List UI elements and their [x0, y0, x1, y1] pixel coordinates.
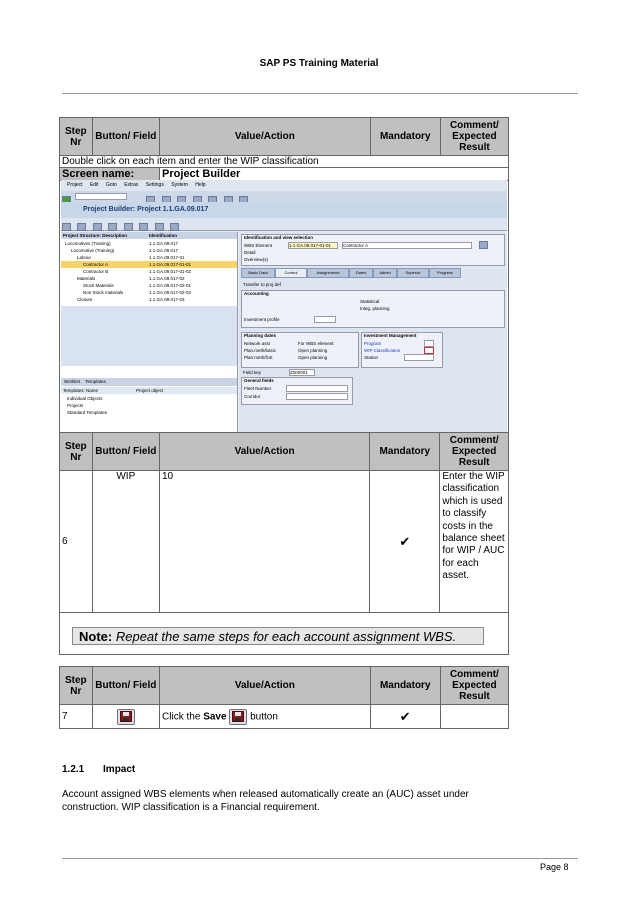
wbs-label: WBS Element	[244, 243, 273, 248]
wbs-element-input[interactable]: 1.1.GA.09.017-01-01	[288, 242, 338, 249]
tab-templates[interactable]: Templates	[85, 379, 106, 384]
row7-field	[92, 705, 159, 729]
fleet-number-label: Fleet Number	[244, 386, 272, 391]
tree-row-id: 1.1.GA.09.017-02	[149, 276, 185, 281]
tree-row-desc: Stock Materials	[83, 283, 114, 288]
templates-header-object: Project object	[136, 388, 164, 393]
col-value: Value/Action	[160, 118, 371, 156]
tab-admin[interactable]: Admin	[373, 268, 397, 278]
col-comment: Comment/ Expected Result	[440, 667, 508, 705]
col-step: Step Nr	[60, 433, 93, 471]
template-item[interactable]: Projects	[67, 403, 84, 408]
steps-table-3	[59, 666, 509, 729]
accounting-frame	[241, 290, 505, 328]
col-mandatory: Mandatory	[370, 667, 440, 705]
worklist-tabs	[61, 378, 237, 386]
toolbar-icon-1[interactable]	[62, 223, 71, 231]
tree-row-id: 1.1.GA.09.017-01	[149, 255, 185, 260]
statistical-checkbox[interactable]: Statistical	[360, 299, 380, 304]
tree-row-desc: Labour	[77, 255, 92, 260]
structure-tree-panel	[61, 232, 238, 432]
section-body: Account assigned WBS elements when released automatically create an (AUC) asset under construction. WIP classification is a Financial requirement.	[62, 789, 469, 813]
row6-comment: Enter the WIP classification which is used to classify costs in the balance sheet for WIP / AUC for each asset.	[440, 471, 509, 613]
sap-menu-bar	[61, 180, 507, 191]
tab-superior[interactable]: Superior	[397, 268, 429, 278]
transfer-checkbox-label[interactable]: Transfer to proj def	[243, 282, 281, 287]
section-heading	[62, 764, 135, 775]
tab-assignments[interactable]: Assignments	[307, 268, 349, 278]
table-row	[60, 471, 509, 613]
row7-action	[160, 705, 371, 729]
tab-progress[interactable]: Progress	[429, 268, 461, 278]
save-icon	[117, 709, 135, 725]
header-rule	[62, 93, 578, 94]
tree-row-id: 1.1.GA.09.017-02-01	[149, 283, 192, 288]
tree-row[interactable]	[61, 268, 237, 275]
tree-row-desc: Locomotive (Training)	[71, 248, 115, 253]
screen-name-label: Screen name:	[60, 168, 160, 181]
integ-planning-checkbox[interactable]: Integ. planning	[360, 306, 390, 311]
section-number: 1.2.1	[62, 764, 85, 775]
table-row	[60, 705, 509, 729]
save-icon	[229, 709, 247, 725]
tab-control[interactable]: Control	[275, 268, 307, 278]
plan-fcst-label: Plan.meth/fcst	[244, 355, 273, 360]
tree-row-desc: Closure	[77, 297, 93, 302]
row7-action-prefix: Click the	[162, 711, 201, 723]
steps-table-2	[59, 432, 509, 655]
tree-row-desc: Contractor B	[83, 269, 109, 274]
tree-row-desc: Materials	[77, 276, 96, 281]
command-field[interactable]	[75, 193, 127, 200]
wbs-description: Contractor A	[342, 242, 472, 249]
plan-fcst-value[interactable]: Open planning	[298, 355, 328, 360]
tree-row[interactable]	[61, 254, 237, 261]
section-title: Impact	[103, 764, 136, 775]
menu-edit[interactable]: Edit	[89, 182, 99, 188]
col-comment: Comment/ Expected Result	[440, 118, 508, 156]
col-mandatory: Mandatory	[370, 118, 440, 156]
wip-classification-label: WIP Classification	[364, 348, 401, 353]
menu-extras[interactable]: Extras	[124, 182, 139, 188]
plan-basic-value[interactable]: Open planning	[298, 348, 328, 353]
station-label: Station	[364, 355, 379, 360]
menu-settings[interactable]: Settings	[145, 182, 164, 188]
tree-header-desc: Project Structure: Description	[63, 233, 128, 238]
corridor-input[interactable]	[286, 393, 348, 400]
identification-frame-title: Identification and view selection	[244, 235, 314, 240]
row7-action-bold: Save	[203, 711, 227, 723]
identification-frame	[241, 234, 505, 266]
invest-profile-input[interactable]	[314, 316, 336, 323]
tree-row-id: 1.1.GA.09.017	[149, 241, 179, 246]
fleet-number-input[interactable]	[286, 385, 348, 392]
col-button: Button/ Field	[92, 118, 159, 156]
tree-row-id: 1.1.GA.09.017-03	[149, 297, 185, 302]
row7-action-suffix: button	[250, 711, 278, 723]
toolbar-icon-6[interactable]	[139, 223, 148, 231]
templates-header	[61, 387, 237, 394]
tab-worklist[interactable]: Worklist	[64, 379, 80, 384]
toolbar-icon-3[interactable]	[93, 223, 102, 231]
tree-row-id: 1.1.GA.09.017-01-02	[149, 269, 192, 274]
tree-row-desc: Locomotives (Training)	[65, 241, 111, 246]
row6-value: 10	[159, 471, 369, 613]
edit-icon[interactable]	[479, 241, 488, 249]
plan-basic-label: Plan.meth/basic	[244, 348, 277, 353]
detail-tabs	[241, 268, 503, 278]
screen-name-value: Project Builder	[160, 168, 509, 181]
col-value: Value/Action	[159, 433, 369, 471]
tree-row-id: 1.1.GA.09.017-02-02	[149, 290, 192, 295]
toolbar-icon-8[interactable]	[170, 223, 179, 231]
general-fields-title: General fields	[244, 378, 274, 383]
row6-field: WIP	[92, 471, 159, 613]
tree-row[interactable]	[61, 275, 237, 282]
col-button: Button/ Field	[92, 667, 159, 705]
sap-title-bar	[61, 202, 507, 218]
network-asst-value[interactable]: For WBS element	[298, 341, 334, 346]
note-label: Note:	[79, 629, 113, 644]
field-key-label: Field key	[243, 370, 262, 375]
investment-mgmt-frame	[361, 332, 443, 368]
overview-label: Overview(s)	[244, 257, 269, 262]
field-key-input[interactable]: Z000001	[289, 369, 315, 376]
station-input[interactable]	[404, 354, 434, 361]
tree-header	[61, 232, 237, 239]
tree-row[interactable]	[61, 247, 237, 254]
invest-profile-label: Investment profile	[244, 317, 280, 322]
col-step: Step Nr	[60, 118, 93, 156]
note-text: Repeat the same steps for each account assignment WBS.	[115, 629, 457, 644]
planning-dates-frame	[241, 332, 359, 368]
tree-empty-area	[61, 306, 237, 366]
document-header-title: SAP PS Training Material	[259, 58, 379, 69]
toolbar-icon-2[interactable]	[77, 223, 86, 231]
tree-row[interactable]	[61, 240, 237, 247]
toolbar-icon-5[interactable]	[124, 223, 133, 231]
tab-dates[interactable]: Dates	[349, 268, 373, 278]
col-mandatory: Mandatory	[370, 433, 440, 471]
instruction-text: Double click on each item and enter the WIP classification	[60, 156, 509, 168]
sap-screen-title: Project Builder: Project 1.1.GA.09.017	[83, 206, 209, 213]
page-number: Page 8	[540, 862, 569, 872]
row7-mandatory-check: ✔	[370, 705, 440, 729]
menu-help[interactable]: Help	[195, 182, 206, 188]
col-value: Value/Action	[160, 667, 371, 705]
tree-row[interactable]	[61, 296, 237, 303]
footer-rule	[62, 858, 578, 859]
tree-row[interactable]	[61, 282, 237, 289]
planning-dates-title: Planning dates	[244, 333, 277, 338]
tab-basic-data[interactable]: Basic Data	[241, 268, 275, 278]
tree-row[interactable]	[61, 289, 237, 296]
program-label: Program	[364, 341, 382, 346]
templates-header-name: Templates: Name	[63, 388, 99, 393]
template-item[interactable]: Individual Objects	[67, 396, 103, 401]
row7-comment	[440, 705, 508, 729]
tree-row-id: 1.1.GA.09.017	[149, 248, 179, 253]
menu-system[interactable]: System	[171, 182, 188, 188]
general-fields-frame	[241, 377, 353, 405]
accounting-title: Accounting	[244, 291, 269, 296]
tree-header-id: Identification	[149, 233, 177, 238]
sap-application-toolbar	[61, 218, 507, 231]
tree-row-id: 1.1.GA.09.017-01-01	[149, 262, 192, 267]
detail-label: Detail	[244, 250, 256, 255]
col-comment: Comment/ Expected Result	[440, 433, 509, 471]
tree-row[interactable]	[61, 261, 237, 268]
row7-step: 7	[60, 705, 93, 729]
tree-row-desc: Non Stock materials	[83, 290, 124, 295]
program-input[interactable]	[424, 340, 434, 347]
detail-panel	[239, 232, 507, 432]
template-list	[67, 395, 107, 416]
menu-project[interactable]: Project	[67, 182, 83, 188]
toolbar-icon-4[interactable]	[108, 223, 117, 231]
menu-goto[interactable]: Goto	[105, 182, 117, 188]
network-asst-label: Network asst	[244, 341, 271, 346]
template-item[interactable]: Standard Templates	[67, 410, 107, 415]
tree-row-desc: Contractor A	[83, 262, 109, 267]
sap-screenshot	[61, 180, 507, 432]
col-step: Step Nr	[60, 667, 93, 705]
row6-step: 6	[60, 471, 93, 613]
investment-mgmt-title: Investment Management	[364, 333, 417, 338]
wip-classification-input[interactable]	[424, 347, 434, 354]
col-button: Button/ Field	[92, 433, 159, 471]
corridor-label: Corridor	[244, 394, 261, 399]
toolbar-icon-7[interactable]	[155, 223, 164, 231]
note-box	[72, 627, 484, 645]
row6-mandatory-check: ✔	[370, 471, 440, 613]
